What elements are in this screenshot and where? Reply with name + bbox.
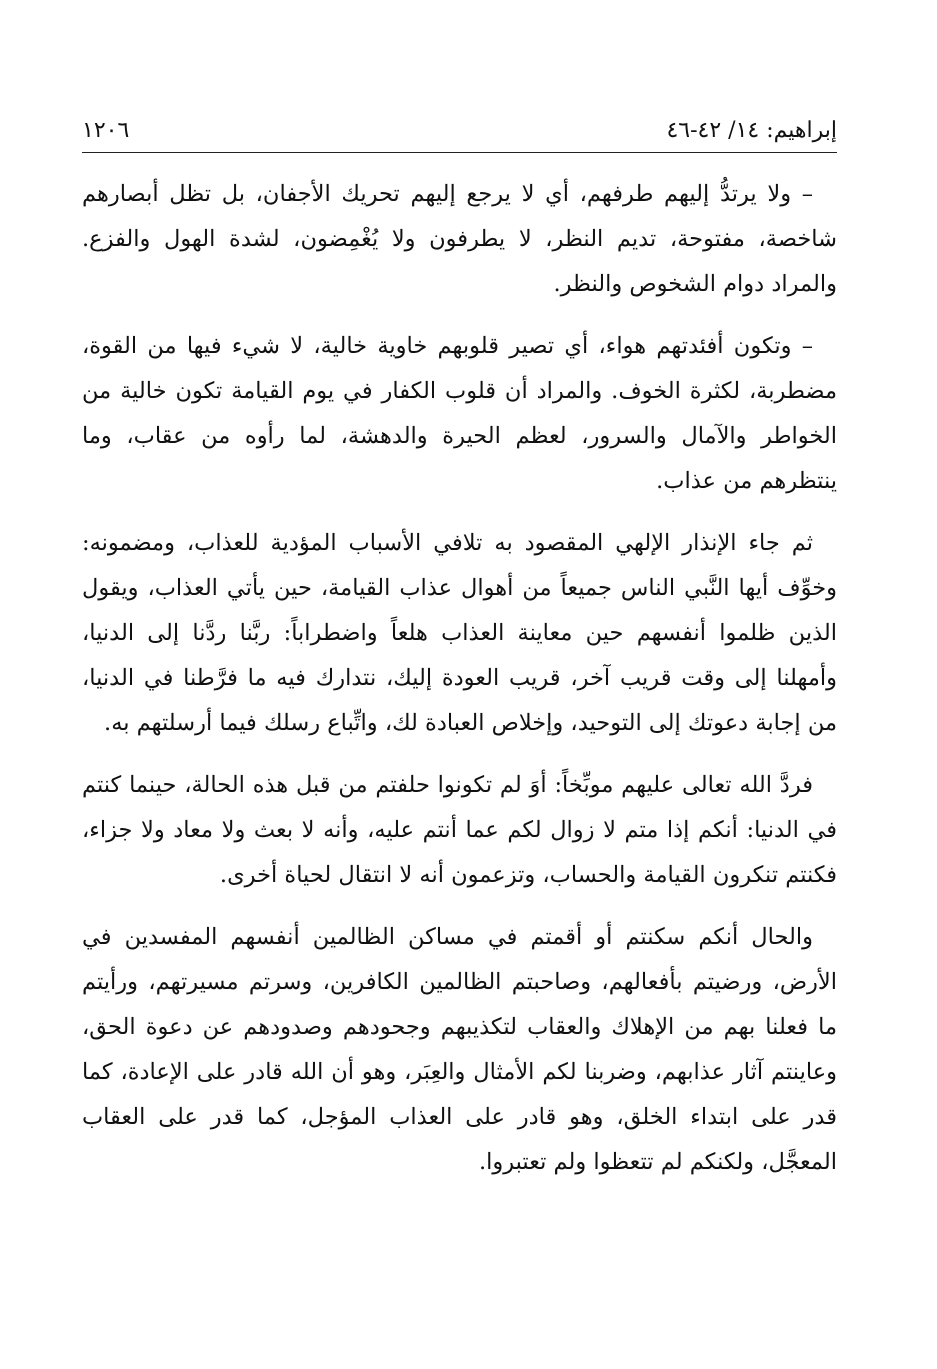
body-text (82, 172, 837, 1202)
paragraph: ثم جاء الإنذار الإلهي المقصود به تلافي الأسباب المؤدية للعذاب، ومضمونه: وخوِّف أيها النَّبي الناس جميعاً من أهوال عذاب القيامة، حين يأتي العذاب، ويقول الذين ظلموا أنفسهم حين معاينة العذاب هلعاً واضطراباً: ربَّنا ردَّنا إلى الدنيا، وأمهلنا إلى وقت قريب آخر، قريب العودة إليك، نتدارك فيه ما فرَّطنا في الدنيا، من إجابة دعوتك إلى التوحيد، وإخلاص العبادة لك، واتِّباع رسلك فيما أرسلتهم به. (82, 530, 837, 736)
running-header (82, 112, 837, 153)
paragraph: فردَّ الله تعالى عليهم موبِّخاً: أوَ لم تكونوا حلفتم من قبل هذه الحالة، حينما كنتم في الدنيا: أنكم إذا متم لا زوال لكم عما أنتم عليه، وأنه لا بعث ولا معاد ولا جزاء، فكنتم تنكرون القيامة والحساب، وتزعمون أنه لا انتقال لحياة أخرى. (82, 772, 837, 888)
chapter-reference: إبراهيم: ١٤/ ٤٢-٤٦ (666, 118, 837, 143)
page-number: ١٢٠٦ (82, 118, 130, 143)
paragraph: – وتكون أفئدتهم هواء، أي تصير قلوبهم خاوية خالية، لا شيء فيها من القوة، مضطربة، لكثرة الخوف. والمراد أن قلوب الكفار في يوم القيامة تكون خالية من الخواطر والآمال والسرور، لعظم الحيرة والدهشة، لما رأوه من عقاب، وما ينتظرهم من عذاب. (82, 333, 837, 494)
paragraph: والحال أنكم سكنتم أو أقمتم في مساكن الظالمين أنفسهم المفسدين في الأرض، ورضيتم بأفعالهم، وصاحبتم الظالمين الكافرين، وسرتم مسيرتهم، ورأيتم ما فعلنا بهم من الإهلاك والعقاب لتكذيبهم وجحودهم وصدودهم عن دعوة الحق، وعاينتم آثار عذابهم، وضربنا لكم الأمثال والعِبَر، وهو أن الله قادر على الإعادة، كما قدر على ابتداء الخلق، وهو قادر على العذاب المؤجل، كما قدر على العقاب المعجَّل، ولكنكم لم تتعظوا ولم تعتبروا. (82, 924, 837, 1175)
paragraph: – ولا يرتدُّ إليهم طرفهم، أي لا يرجع إليهم تحريك الأجفان، بل تظل أبصارهم شاخصة، مفتوحة، تديم النظر، لا يطرفون ولا يُغْمِضون، لشدة الهول والفزع. والمراد دوام الشخوص والنظر. (82, 181, 837, 297)
